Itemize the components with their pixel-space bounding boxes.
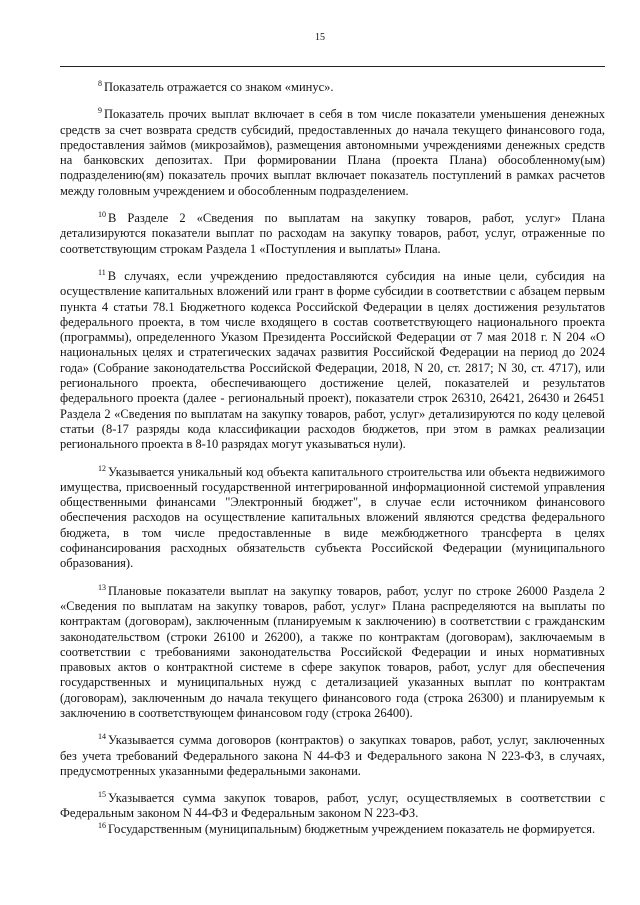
- footnote-mark: 13: [98, 582, 106, 592]
- header-divider: [60, 66, 605, 67]
- footnote-mark: 11: [98, 267, 106, 277]
- footnote-text: Указывается сумма закупок товаров, работ, услуг, осуществляемых в соответствии с Федеральным законом N 44-ФЗ и Федеральным законом N 223-ФЗ.: [60, 791, 605, 821]
- footnote-text: В случаях, если учреждению предоставляются субсидия на иные цели, субсидия на осуществление капитальных вложений или грант в форме субсидии в соответствии с абзацем первым пункта 4 статьи 78.1 Бюджетного кодекса Российской Федерации в целях достижения результатов федерального проекта, в том числе входящего в состав соответствующего национального проекта (программы), определенного Указом Президента Российской Федерации от 7 мая 2018 г. N 204 «О национальных целях и стратегических задачах развития Российской Федерации на период до 2024 года» (Собрание законодательства Российской Федерации, 2018, N 20, ст. 2817; N 30, ст. 4717), или регионального проекта, обеспечивающего достижение целей, показателей и результатов федерального проекта (далее - региональный проект), показатели строк 26310, 26421, 26430 и 26451 Раздела 2 «Сведения по выплатам на закупку товаров, работ, услуг» детализируются по коду целевой статьи (8-17 разряды кода классификации расходов бюджетов, при этом в рамках реализации регионального проекта в 8-10 разрядах могут указываться нули).: [60, 268, 605, 452]
- footnote-text: В Разделе 2 «Сведения по выплатам на закупку товаров, работ, услуг» Плана детализируются показатели выплат по расходам на закупку товаров, работ, услуг, отраженные по соответствующим строкам Раздела 1 «Поступления и выплаты» Плана.: [60, 211, 605, 256]
- footnote-mark: 9: [98, 106, 102, 116]
- footnote-10: [60, 211, 605, 257]
- footnote-11: [60, 269, 605, 453]
- footnote-text: Указывается сумма договоров (контрактов) о закупках товаров, работ, услуг, заключенных без учета требований Федерального закона N 44-ФЗ и Федерального закона N 223-ФЗ, в случаях, предусмотренных указанными федеральными законами.: [60, 733, 605, 778]
- footnote-text: Показатель отражается со знаком «минус».: [104, 80, 334, 94]
- footnote-text: Плановые показатели выплат на закупку товаров, работ, услуг по строке 26000 Раздела 2 «Сведения по выплатам на закупку товаров, работ, услуг» Плана распределяются на выплаты по контрактам (договорам), заключенным (планируемым к заключению) в соответствии с гражданским законодательством (строки 26100 и 26200), а также по контрактам (договорам), заключаемым в соответствии с требованиями законодательства Российской Федерации и иных нормативных правовых актов о контрактной системе в сфере закупок товаров, работ, услуг для обеспечения государственных и муниципальных нужд с детализацией указанных выплат по контрактам (договорам), заключенным до начала текущего финансового года (строка 26300) и планируемым к заключению в соответствующем финансовом году (строка 26400).: [60, 583, 605, 720]
- footnote-mark: 8: [98, 79, 102, 88]
- footnote-mark: 15: [98, 790, 106, 800]
- footnote-mark: 14: [98, 732, 106, 742]
- footnote-text: Государственным (муниципальным) бюджетным учреждением показатель не формируется.: [108, 821, 596, 836]
- footnote-14: [60, 733, 605, 779]
- footnote-15: [60, 791, 605, 822]
- footnotes-body: [60, 80, 605, 837]
- footnote-mark: 10: [98, 210, 106, 220]
- footnote-mark: 16: [98, 820, 106, 830]
- footnote-mark: 12: [98, 463, 106, 473]
- footnote-text: Указывается уникальный код объекта капитального строительства или объекта недвижимого имущества, присвоенный государственной интегрированной информационной системой управления общественными финансами "Электронный бюджет", в случае если источником финансового обеспечения расходов на осуществление капитальных вложений являются средства федерального бюджета, в том числе предоставленные в виде межбюджетного трансферта в целях софинансирования расходных обязательств субъекта Российской Федерации (муниципального образования).: [60, 464, 605, 571]
- footnote-9: [60, 107, 605, 199]
- footnote-16: [60, 822, 605, 837]
- footnote-13: [60, 584, 605, 722]
- footnote-8: [60, 80, 605, 95]
- page-number: 15: [315, 32, 325, 43]
- footnote-text: Показатель прочих выплат включает в себя в том числе показатели уменьшения денежных средств за счет возврата средств субсидий, предоставленных до начала текущего финансового года, предоставления займов (микрозаймов), размещения автономными учреждениями денежных средств на банковских депозитах. При формировании Плана (проекта Плана) обособленному(ым) подразделению(ям) показатель прочих выплат включает показатель поступлений в рамках расчетов между головным учреждением и обособленным подразделением.: [60, 107, 605, 198]
- footnote-12: [60, 465, 605, 572]
